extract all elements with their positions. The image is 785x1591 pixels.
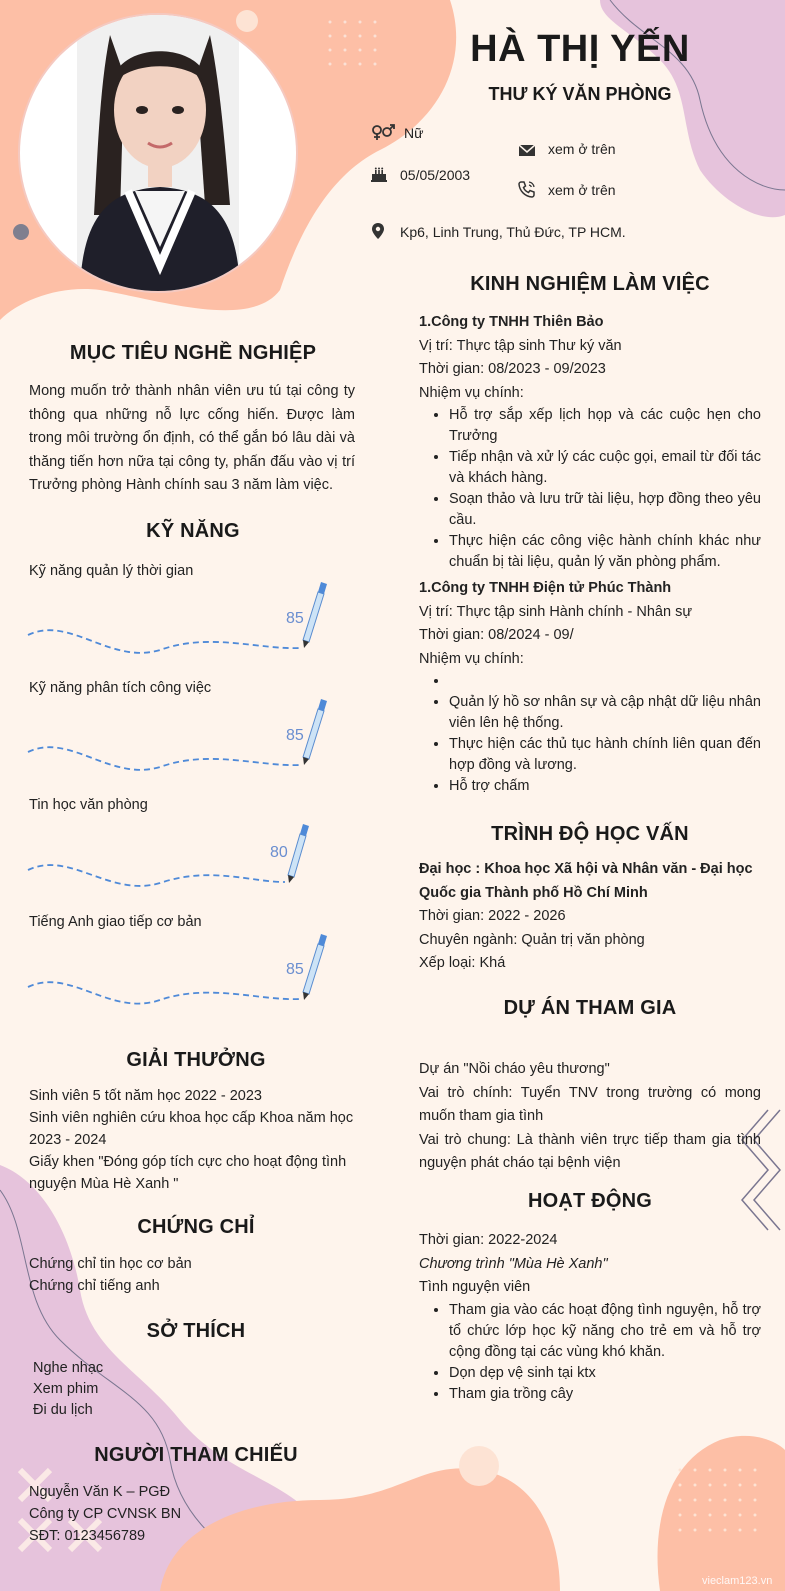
award-item: Sinh viên nghiên cứu khoa học cấp Khoa năm học 2023 - 2024	[29, 1110, 354, 1148]
duty-item: • Tiếp nhận và xử lý các cuộc gọi, email từ đối tác và khách hàng.	[449, 447, 761, 489]
references-heading: NGƯỜI THAM CHIẾU	[94, 1444, 298, 1466]
job-company: 1.Công ty TNHH Điện tử Phúc Thành	[419, 580, 672, 596]
job-time: Thời gian: 08/2023 - 09/2023	[419, 361, 606, 377]
candidate-name: HÀ THỊ YẾN	[470, 28, 690, 70]
skill-score: 85	[286, 727, 304, 744]
education-block	[419, 858, 761, 976]
education-school: Đại học : Khoa học Xã hội và Nhân văn - Đại học Quốc gia Thành phố Hồ Chí Minh	[419, 861, 753, 901]
job-title: THƯ KÝ VĂN PHÒNG	[488, 84, 672, 104]
skill-score: 85	[286, 610, 304, 627]
hobbies-heading: SỞ THÍCH	[146, 1320, 246, 1342]
pen-icon	[288, 824, 309, 883]
skill-label: Kỹ năng phân tích công việc	[29, 680, 212, 696]
skill-wave-line	[28, 865, 285, 886]
activity-time: Thời gian: 2022-2024	[419, 1232, 558, 1248]
certificate-item: Chứng chỉ tiếng anh	[29, 1278, 160, 1294]
award-item: Sinh viên 5 tốt năm học 2022 - 2023	[29, 1088, 262, 1104]
experience-job	[419, 577, 761, 797]
address-value: Kp6, Linh Trung, Thủ Đức, TP HCM.	[400, 224, 626, 240]
skill-wave-line	[28, 747, 300, 770]
job-duties-list	[419, 671, 761, 797]
birthday-value: 05/05/2003	[400, 167, 471, 183]
skill-score: 85	[286, 961, 304, 978]
duty-item: • Hỗ trợ chấm	[449, 776, 761, 797]
hobby-item: Đi du lịch	[33, 1402, 93, 1418]
project-main-role: Vai trò chính: Tuyển TNV trong trường có mong muốn tham gia tình	[419, 1084, 761, 1124]
location-pin-icon	[369, 222, 387, 240]
education-heading: TRÌNH ĐỘ HỌC VẤN	[491, 823, 689, 845]
activity-item: • Tham gia vào các hoạt động tình nguyện, hỗ trợ tổ chức lớp học kỹ năng cho trẻ em và hỗ trợ cộng đồng tại các vùng khó khăn.	[449, 1300, 761, 1363]
objective-text: Mong muốn trở thành nhân viên ưu tú tại công ty thông qua những nỗ lực cống hiến. Được làm trong môi trường ổn định, có thể gắn bó lâu dài và thăng tiến hơn nữa tại công ty, phấn đấu vào vị trí Trưởng phòng Hành chính sau 3 năm làm việc.	[29, 383, 355, 493]
projects-block	[419, 1058, 761, 1176]
birthday-cake-icon	[370, 165, 388, 183]
hobby-item: Nghe nhạc	[33, 1360, 104, 1376]
profile-photo	[20, 15, 296, 291]
duty-item	[449, 671, 761, 692]
references-list	[29, 1481, 181, 1547]
reference-item: Công ty CP CVNSK BN	[29, 1506, 182, 1522]
award-item: Giấy khen "Đóng góp tích cực cho hoạt động tình nguyện Mùa Hè Xanh "	[29, 1154, 347, 1192]
skill-score: 80	[270, 844, 288, 861]
awards-heading: GIẢI THƯỞNG	[126, 1049, 266, 1071]
skill-label: Tin học văn phòng	[29, 797, 148, 813]
certificates-heading: CHỨNG CHỈ	[137, 1216, 255, 1238]
gender-icon	[371, 123, 395, 141]
duty-item: • Quản lý hồ sơ nhân sự và cập nhật dữ liệu nhân viên lên hệ thống.	[449, 692, 761, 734]
job-duties-list	[419, 405, 761, 573]
email-value: xem ở trên	[548, 141, 616, 157]
education-major: Chuyên ngành: Quản trị văn phòng	[419, 931, 645, 948]
projects-heading: DỰ ÁN THAM GIA	[503, 997, 677, 1019]
job-time: Thời gian: 08/2024 - 09/	[419, 627, 574, 643]
duty-item: • Thực hiện các thủ tục hành chính liên quan đến hợp đồng và lương.	[449, 734, 761, 776]
skill-level-graphics	[0, 570, 360, 1010]
hobby-item: Xem phim	[33, 1381, 99, 1397]
job-position: Vị trí: Thực tập sinh Thư ký văn	[419, 337, 622, 354]
watermark: vieclam123.vn	[702, 1575, 773, 1587]
education-time: Thời gian: 2022 - 2026	[419, 908, 566, 924]
reference-item: SĐT: 0123456789	[29, 1528, 146, 1544]
activity-role: Tình nguyện viên	[419, 1279, 531, 1295]
duty-item: • Thực hiện các công việc hành chính khác như chuẩn bị tài liệu, quản lý văn phòng phẩm.	[449, 531, 761, 573]
activity-program: Chương trình "Mùa Hè Xanh"	[419, 1255, 608, 1272]
activities-block	[419, 1229, 761, 1405]
pen-icon	[303, 582, 327, 648]
email-icon	[518, 141, 536, 159]
job-duties-label: Nhiệm vụ chính:	[419, 384, 524, 401]
pen-icon	[303, 934, 327, 1000]
experience-job	[419, 311, 761, 573]
pen-icon	[303, 699, 327, 765]
activities-heading: HOẠT ĐỘNG	[527, 1190, 653, 1212]
phone-icon	[518, 180, 536, 198]
skill-wave-line	[28, 982, 300, 1003]
skill-label: Tiếng Anh giao tiếp cơ bản	[29, 914, 202, 930]
gender-value: Nữ	[404, 125, 424, 141]
duty-item: • Hỗ trợ sắp xếp lịch họp và các cuộc hẹn cho Trưởng	[449, 405, 761, 447]
skills-heading: KỸ NĂNG	[146, 520, 240, 542]
duty-item: • Soạn thảo và lưu trữ tài liệu, hợp đồng theo yêu cầu.	[449, 489, 761, 531]
experience-heading: KINH NGHIỆM LÀM VIỆC	[470, 273, 710, 295]
objective-heading: MỤC TIÊU NGHỀ NGHIỆP	[69, 342, 317, 364]
job-position: Vị trí: Thực tập sinh Hành chính - Nhân sự	[419, 603, 693, 620]
activity-item: • Tham gia trồng cây	[449, 1384, 761, 1405]
project-common-role: Vai trò chung: Là thành viên trực tiếp tham gia tình nguyện phát cháo tại bệnh viện	[419, 1131, 761, 1171]
skill-wave-line	[28, 630, 300, 653]
certificate-item: Chứng chỉ tin học cơ bản	[29, 1256, 192, 1272]
reference-item: Nguyễn Văn K – PGĐ	[29, 1484, 171, 1500]
job-company: 1.Công ty TNHH Thiên Bảo	[419, 314, 604, 330]
job-duties-label: Nhiệm vụ chính:	[419, 650, 524, 667]
certificates-list	[29, 1253, 192, 1297]
activity-item: • Dọn dẹp vệ sinh tại ktx	[449, 1363, 761, 1384]
phone-value: xem ở trên	[548, 182, 616, 198]
activity-list	[419, 1300, 761, 1405]
skill-label: Kỹ năng quản lý thời gian	[29, 563, 194, 579]
project-name: Dự án "Nồi cháo yêu thương"	[419, 1061, 610, 1077]
education-grade: Xếp loại: Khá	[419, 955, 506, 971]
awards-list	[29, 1085, 359, 1195]
hobbies-list	[33, 1358, 103, 1421]
